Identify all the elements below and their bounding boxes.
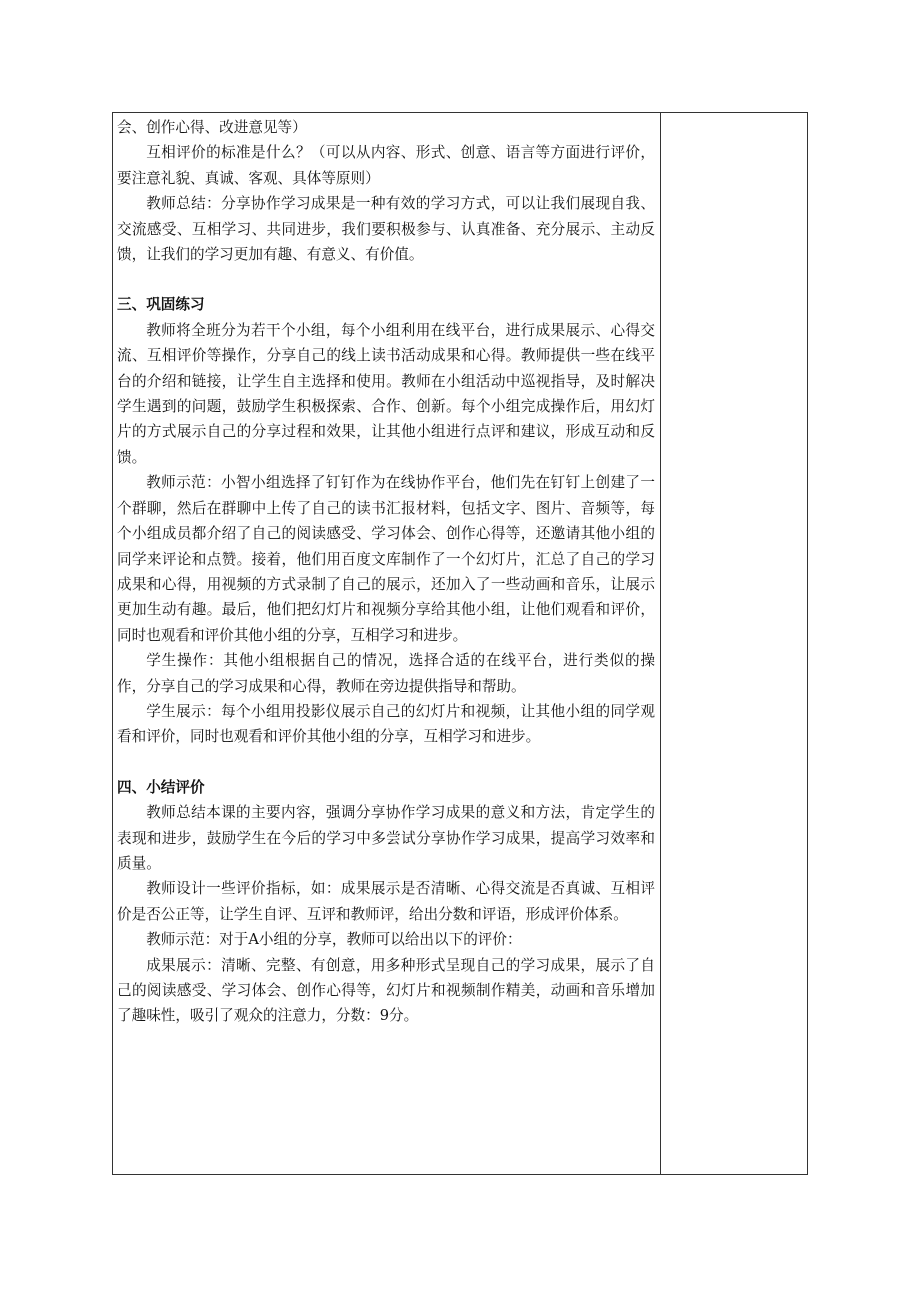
body-paragraph: 学生展示：每个小组用投影仪展示自己的幻灯片和视频，让其他小组的同学观看和评价，同时也观看和评价其他小组的分享，互相学习和进步。 bbox=[117, 702, 655, 746]
body-paragraph: 教师示范：小智小组选择了钉钉作为在线协作平台，他们先在钉钉上创建了一个群聊，然后在群聊中上传了自己的读书汇报材料，包括文字、图片、音频等，每个小组成员都介绍了自己的阅读感受、学习体会、创作心得等，还邀请其他小组的同学来评论和点赞。接着，他们用百度文库制作了一个幻灯片，汇总了自己的学习成果和心得，用视频的方式录制了自己的展示，还加入了一些动画和音乐，让展示更加生动有趣。最后，他们把幻灯片和视频分享给其他小组，让他们观看和评价，同时也观看和评价其他小组的分享，互相学习和进步。 bbox=[117, 474, 655, 644]
body-paragraph: 会、创作心得、改进意见等） bbox=[117, 119, 307, 136]
body-paragraph: 学生操作：其他小组根据自己的情况，选择合适的在线平台，进行类似的操作，分享自己的学习成果和心得，教师在旁边提供指导和帮助。 bbox=[117, 652, 655, 695]
lesson-table bbox=[112, 112, 808, 1175]
paragraph-spacer bbox=[117, 267, 655, 292]
section-heading: 三、巩固练习 bbox=[117, 296, 205, 314]
body-paragraph: 成果展示：清晰、完整、有创意，用多种形式呈现自己的学习成果，展示了自己的阅读感受、学习体会、创作心得等，幻灯片和视频制作精美，动画和音乐增加了趣味性，吸引了观众的注意力，分数：9分。 bbox=[117, 956, 655, 1025]
notes-cell bbox=[661, 113, 807, 1174]
lesson-content-cell bbox=[117, 115, 655, 1029]
body-paragraph: 教师总结本课的主要内容，强调分享协作学习成果的意义和方法，肯定学生的表现和进步，鼓励学生在今后的学习中多尝试分享协作学习成果，提高学习效率和质量。 bbox=[117, 804, 655, 872]
section-heading: 四、小结评价 bbox=[117, 778, 205, 796]
body-paragraph: 教师总结：分享协作学习成果是一种有效的学习方式，可以让我们展现自我、交流感受、互相学习、共同进步，我们要积极参与、认真准备、充分展示、主动反馈，让我们的学习更加有趣、有意义、有价值。 bbox=[117, 195, 655, 264]
body-paragraph: 教师设计一些评价指标，如：成果展示是否清晰、心得交流是否真诚、互相评价是否公正等，让学生自评、互评和教师评，给出分数和评语，形成评价体系。 bbox=[117, 880, 655, 923]
body-paragraph: 教师示范：对于A小组的分享，教师可以给出以下的评价： bbox=[146, 931, 522, 949]
body-paragraph: 教师将全班分为若干个小组，每个小组利用在线平台，进行成果展示、心得交流、互相评价等操作，分享自己的线上读书活动成果和心得。教师提供一些在线平台的介绍和链接，让学生自主选择和使用。教师在小组活动中巡视指导，及时解决学生遇到的问题，鼓励学生积极探索、合作、创新。每个小组完成操作后，用幻灯片的方式展示自己的分享过程和效果，让其他小组进行点评和建议，形成互动和反馈。 bbox=[117, 321, 655, 466]
body-paragraph: 互相评价的标准是什么？（可以从内容、形式、创意、语言等方面进行评价，要注意礼貌、真诚、客观、具体等原则） bbox=[117, 144, 655, 187]
paragraph-spacer bbox=[117, 750, 655, 775]
